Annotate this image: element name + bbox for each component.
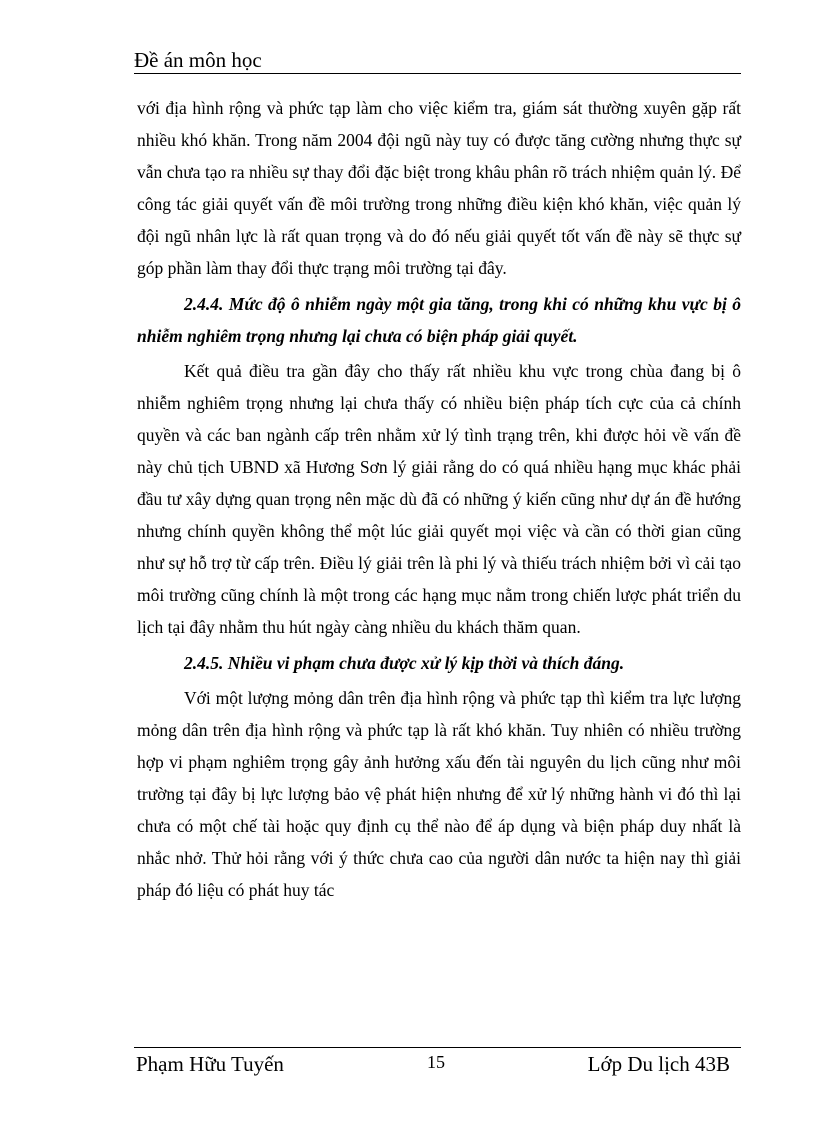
body-paragraph-3: Với một lượng mỏng dân trên địa hình rộng và phức tạp thì kiểm tra lực lượng mỏng dân trên địa hình rộng và phức tạp là rất khó khăn. Tuy nhiên có nhiều trường hợp vi phạm nghiêm trọng gây ảnh hưởng xấu đến tài nguyên du lịch cũng như môi trường tại đây bị lực lượng bảo vệ phát hiện nhưng để xử lý những hành vi đó thì lại chưa có một chế tài hoặc quy định cụ thể nào để áp dụng và biện pháp duy nhất là nhắc nhở. Thử hỏi rằng với ý thức chưa cao của người dân nước ta hiện nay thì giải pháp đó liệu có phát huy tác xyxy=(137,688,741,900)
page-number: 15 xyxy=(427,1052,445,1072)
document-body xyxy=(137,92,741,906)
footer-divider xyxy=(134,1047,741,1048)
body-paragraph-1: với địa hình rộng và phức tạp làm cho việc kiểm tra, giám sát thường xuyên gặp rất nhiều khó khăn. Trong năm 2004 đội ngũ này tuy có được tăng cường nhưng thực sự vẫn chưa tạo ra nhiều sự thay đổi đặc biệt trong khâu phân rõ trách nhiệm quản lý. Để công tác giải quyết vấn đề môi trường trong những điều kiện khó khăn, việc quản lý đội ngũ nhân lực là rất quan trọng và do đó nếu giải quyết tốt vấn đề này sẽ thực sự góp phần làm thay đổi thực trạng môi trường tại đây. xyxy=(137,98,741,278)
page-header-title: Đề án môn học xyxy=(134,48,262,72)
footer-class-name: Lớp Du lịch 43B xyxy=(587,1052,730,1076)
footer-author: Phạm Hữu Tuyến xyxy=(136,1052,284,1076)
section-heading-2-4-5: 2.4.5. Nhiều vi phạm chưa được xử lý kịp thời và thích đáng. xyxy=(184,653,625,673)
header-divider xyxy=(134,73,741,74)
body-paragraph-2: Kết quả điều tra gần đây cho thấy rất nhiều khu vực trong chùa đang bị ô nhiễm nghiêm trọng nhưng lại chưa thấy có nhiều biện pháp tích cực của cả chính quyền và các ban ngành cấp trên nhằm xử lý tình trạng trên, khi được hỏi về vấn đề này chủ tịch UBND xã Hương Sơn lý giải rằng do có quá nhiều hạng mục khác phải đầu tư xây dựng quan trọng nên mặc dù đã có những ý kiến cũng như dự án đề hướng nhưng chính quyền không thể một lúc giải quyết mọi việc và cần có thời gian cũng như sự hỗ trợ từ cấp trên. Điều lý giải trên là phi lý và thiếu trách nhiệm bởi vì cải tạo môi trường cũng chính là một trong các hạng mục nằm trong chiến lược phát triển du lịch tại đây nhằm thu hút ngày càng nhiều du khách thăm quan. xyxy=(137,361,741,637)
section-heading-2-4-4: 2.4.4. Mức độ ô nhiễm ngày một gia tăng, trong khi có những khu vực bị ô nhiễm nghiêm trọng nhưng lại chưa có biện pháp giải quyết. xyxy=(137,294,741,346)
